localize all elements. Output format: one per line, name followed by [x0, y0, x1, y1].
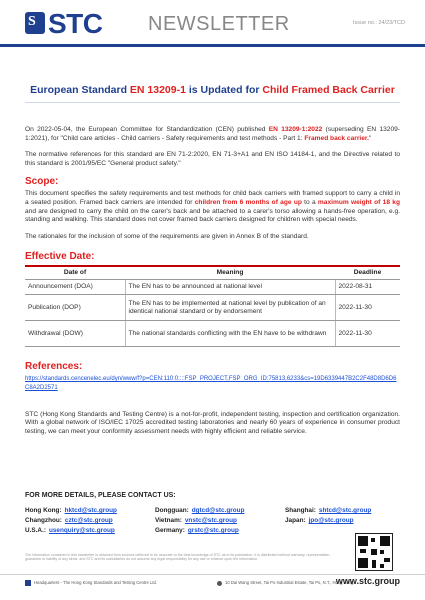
intro-text: ": [368, 134, 372, 142]
intro-part-name: Framed back carrier.: [304, 134, 369, 142]
contact-email-link[interactable]: grstc@stc.group: [187, 527, 239, 534]
about-paragraph: STC (Hong Kong Standards and Testing Centre) is a not-for-profit, independent testing, inspection and certification organization. With a global network of ISO/IEC 17025 accredited testing laboratories and nearly 60 years of experience in consumer product testing, we can meet your conformity assessment needs with highly efficient and reliable service.: [25, 410, 400, 435]
building-icon: [25, 580, 31, 586]
intro-text: (superseding EN 13209-1:2021), for "Child care articles - Child carriers - Safety requirements and test methods - Part 1:: [25, 126, 401, 142]
contact-label: Hong Kong:: [25, 507, 62, 514]
contact-item: [285, 516, 400, 526]
title-subject: Child Framed Back Carrier: [262, 84, 395, 96]
contact-item: [25, 506, 155, 516]
contact-label: Japan:: [285, 517, 306, 524]
newsletter-label: NEWSLETTER: [148, 13, 290, 35]
contact-item: [285, 506, 400, 516]
contact-label: Vietnam:: [155, 517, 182, 524]
footer-hq: Headquarters - The Hong Kong Standards and Testing Centre Ltd.: [34, 580, 157, 586]
contact-label: Changzhou:: [25, 517, 62, 524]
website-link[interactable]: www.stc.group: [335, 576, 400, 586]
table-cell: 2022-08-31: [335, 280, 400, 295]
table-cell: The national standards conflicting with the EN have to be withdrawn: [125, 321, 335, 347]
brand-name: STC: [48, 8, 103, 39]
effective-date-heading: Effective Date:: [25, 251, 95, 263]
contact-email-link[interactable]: dgtcd@stc.group: [191, 507, 245, 514]
contact-title: FOR MORE DETAILS, PLEASE CONTACT US:: [25, 492, 176, 499]
footer-divider: [0, 574, 425, 575]
references-heading: References:: [25, 361, 83, 373]
table-cell: 2022-11-30: [335, 321, 400, 347]
contact-email-link[interactable]: shtcd@stc.group: [318, 507, 372, 514]
scope-text: and are designed to carry the child on the carer's back and be attached to a carer's torso allowing a hands-free operation, e.g. standing and walking. This standard does not cover framed back carriers designed for children with special needs.: [25, 207, 400, 224]
main-content: [25, 126, 400, 444]
scope-weight-highlight: maximum weight of 18 kg: [317, 198, 400, 206]
table-cell: Withdrawal (DOW): [25, 321, 125, 347]
stc-logo-icon: S: [25, 12, 45, 34]
annex-paragraph: The rationales for the inclusion of some of the requirements are given in Annex B of the standard.: [25, 232, 309, 240]
contact-row: [25, 526, 400, 536]
column-header: Date of: [25, 266, 125, 280]
issue-number: Issue no.: 24/23/TCD: [353, 20, 405, 26]
contact-item: [155, 526, 285, 536]
title-divider: [25, 102, 400, 103]
qr-code-icon: [355, 533, 393, 571]
column-header: Meaning: [125, 266, 335, 280]
effective-date-table: [25, 265, 400, 347]
intro-text: On 2022-05-04, the European Committee for Standardization (CEN) published: [25, 126, 269, 133]
page-title: [0, 84, 425, 96]
intro-standard-code: EN 13209-1:2022: [268, 126, 323, 133]
header-divider: [0, 44, 425, 47]
contact-item: [25, 516, 155, 526]
scope-age-highlight: children from 6 months of age up: [194, 198, 302, 206]
contact-list: [25, 506, 400, 536]
title-prefix: European Standard: [30, 84, 130, 96]
table-cell: The EN has to be announced at national level: [125, 280, 335, 295]
intro-paragraph-2: The normative references for this standard are EN 71-2:2020, EN 71-3+A1 and EN ISO 14184-1, and the Directive related to this standard is 2001/95/EC "General product safety.": [25, 151, 400, 167]
contact-item: [155, 506, 285, 516]
footer: [25, 576, 400, 586]
table-cell: Announcement (DOA): [25, 280, 125, 295]
contact-email-link[interactable]: hktcd@stc.group: [64, 507, 117, 514]
table-row: [25, 280, 400, 295]
title-middle: is Updated for: [185, 84, 263, 96]
intro-paragraph-1: [25, 126, 400, 143]
contact-row: [25, 506, 400, 516]
disclaimer: The information contained in this newsletter is obtained from sources believed to be accurate to the best knowledge of STC as to its publication. It is distributed without warranty, representation, guarantee or liability of any kinds, and STC and its subsidiaries do not assume any legal responsibility for any use or reliance upon the information.: [25, 553, 331, 562]
table-cell: Publication (DOP): [25, 295, 125, 321]
scope-paragraph: [25, 190, 400, 224]
table-cell: 2022-11-30: [335, 295, 400, 321]
contact-item: [155, 516, 285, 526]
column-header: Deadline: [335, 266, 400, 280]
scope-text: This document specifies the safety requirements and test methods for child back carriers with framed support to carry a child in a seated position. Framed back carriers are intended for: [25, 190, 400, 206]
contact-label: Dongguan:: [155, 507, 189, 514]
scope-heading: Scope:: [25, 176, 59, 188]
table-header-row: [25, 266, 400, 280]
contact-label: U.S.A.:: [25, 527, 46, 534]
contact-email-link[interactable]: usenquiry@stc.group: [48, 527, 115, 534]
contact-label: Shanghai:: [285, 507, 316, 514]
contact-row: [25, 516, 400, 526]
contact-label: Germany:: [155, 527, 185, 534]
contact-email-link[interactable]: jpo@stc.group: [308, 517, 354, 524]
table-row: [25, 321, 400, 347]
table-row: [25, 295, 400, 321]
table-cell: The EN has to be implemented at national level by publication of an identical national standard or by endorsement: [125, 295, 335, 321]
footer-address: 10 Dai Wang Street, Tai Po Industrial Estate, Tai Po, N.T., Hong Kong: [225, 580, 354, 586]
contact-email-link[interactable]: vnstc@stc.group: [184, 517, 237, 524]
reference-link[interactable]: https://standards.cencenelec.eu/dyn/www/f?p=CEN:110:0::::FSP_PROJECT,FSP_ORG_ID:75813,6233&cs=19D6339447B2C2F48D8D6D6C8A2D2571: [25, 376, 397, 391]
contact-item: [25, 526, 155, 536]
header: [0, 0, 425, 46]
location-pin-icon: [217, 581, 222, 586]
contact-email-link[interactable]: cztc@stc.group: [64, 517, 113, 524]
title-code: EN 13209-1: [129, 84, 186, 96]
scope-text: to a: [301, 198, 318, 206]
